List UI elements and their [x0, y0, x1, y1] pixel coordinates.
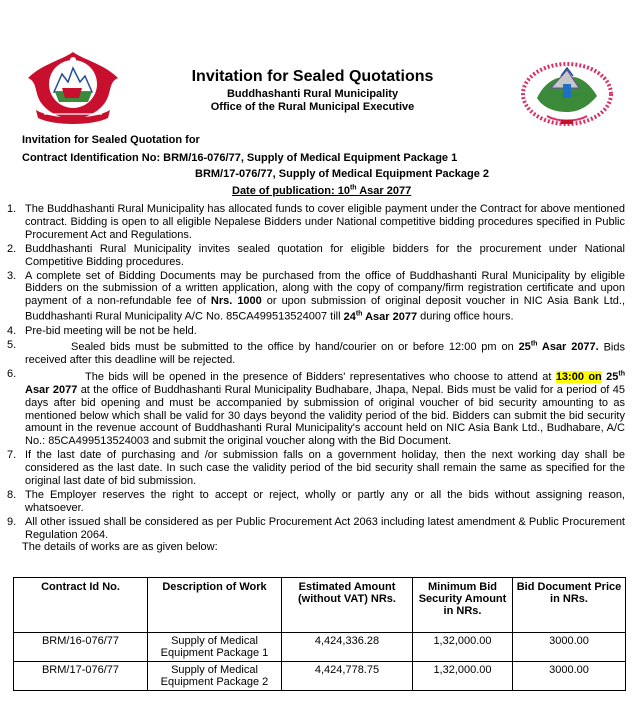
column-header: Bid Document Price in NRs.: [513, 578, 626, 633]
table-cell: Supply of Medical Equipment Package 2: [148, 662, 282, 691]
works-table: [13, 577, 626, 691]
list-item: 9. All other issued shall be considered as per Public Procurement Act 2063 including latest amendment & Public Procurement Regulation 2064.: [7, 515, 625, 541]
table-cell: 3000.00: [513, 633, 626, 662]
column-header: Estimated Amount (without VAT) NRs.: [282, 578, 413, 633]
table-cell: BRM/17-076/77: [14, 662, 148, 691]
column-header: Contract Id No.: [14, 578, 148, 633]
list-item: 7. If the last date of purchasing and /or submission falls on a government holiday, then the next working day shall be considered as the last date. In such case the validity period of the bid security shall remain the same as specified for the original last date of bid submission.: [7, 449, 625, 488]
table-cell: 1,32,000.00: [413, 633, 513, 662]
office-name: Office of the Rural Municipal Executive: [210, 101, 415, 113]
list-item: 6. The bids will be opened in the presence of Bidders' representatives who choose to attend at 13:00 on 25th Asar 2077 at the office of Buddhashanti Rural Municipality Budhabare, Jhapa, Nepal. Bids must be valid for a period of 45 days after bid opening and must be accompanied by submission of original voucher of bid security amounting to as mentioned below which shall be valid for 30 days beyond the validity period of the bid. Bidders can submit the bid security amount in the revenue account of Buddhashanti Rural Municipality's account held on NIC Asia Bank Ltd., Budhabare, A/C No.: 85CA499513524003 and submit the original voucher along with the Bid Document.: [7, 368, 625, 448]
list-item: 8. The Employer reserves the right to accept or reject, wholly or partly any or all the bids without assigning reason, whatsoever.: [7, 489, 625, 514]
table-row: [14, 662, 626, 691]
table-cell: 4,424,778.75: [282, 662, 413, 691]
intro-line: Invitation for Sealed Quotation for: [22, 134, 200, 146]
list-item: 3. A complete set of Bidding Documents may be purchased from the office of Buddhashanti Rural Municipality by eligible Bidders on the submission of a written application, along with the copy of company/firm registration certificate and upon payment of a non-refundable fee of Nrs. 1000 or upon submission of original deposit voucher in NIC Asia Bank Ltd., Buddhashanti Rural Municipality A/C No. 85CA499513524007 till 24th Asar 2077 during office hours.: [7, 269, 626, 323]
list-item: 5. Sealed bids must be submitted to the office by hand/courier on or before 12:00 pm on 25th Asar 2077. Bids received after this deadline will be rejected.: [7, 338, 625, 367]
contract-id-line: Contract Identification No: BRM/16-076/77, Supply of Medical Equipment Package 1: [22, 152, 458, 164]
clauses-list: [7, 203, 625, 543]
table-cell: 4,424,336.28: [282, 633, 413, 662]
municipality-name: Buddhashanti Rural Municipality: [226, 88, 399, 100]
column-header: Description of Work: [148, 578, 282, 633]
page-title: Invitation for Sealed Quotations: [191, 68, 434, 85]
table-cell: 1,32,000.00: [413, 662, 513, 691]
table-row: [14, 633, 626, 662]
table-cell: 3000.00: [513, 662, 626, 691]
table-cell: Supply of Medical Equipment Package 1: [148, 633, 282, 662]
list-item: 4. Pre-bid meeting will be not be held.: [7, 324, 197, 337]
contract-id-line-2: BRM/17-076/77, Supply of Medical Equipment Package 2: [195, 168, 490, 180]
municipality-logo-icon: [517, 58, 617, 130]
details-intro: The details of works are as given below:: [22, 541, 218, 553]
table-header-row: [14, 578, 626, 633]
nepal-emblem-icon: [22, 48, 124, 128]
publication-date: Date of publication: 10th Asar 2077: [232, 184, 412, 197]
list-item: 2. Buddhashanti Rural Municipality invites sealed quotation for eligible bidders for the procurement under National Competitive Bidding procedures.: [7, 242, 625, 268]
column-header: Minimum Bid Security Amount in NRs.: [413, 578, 513, 633]
table-cell: BRM/16-076/77: [14, 633, 148, 662]
list-item: 1. The Buddhashanti Rural Municipality has allocated funds to cover eligible payment under the Contract for above mentioned contract. Bidding is open to all eligible Nepalese Bidders under National competitive bidding procedures specified in Public Procurement Act and Regulations.: [7, 203, 625, 241]
highlighted-time: 13:00 on: [555, 370, 602, 383]
